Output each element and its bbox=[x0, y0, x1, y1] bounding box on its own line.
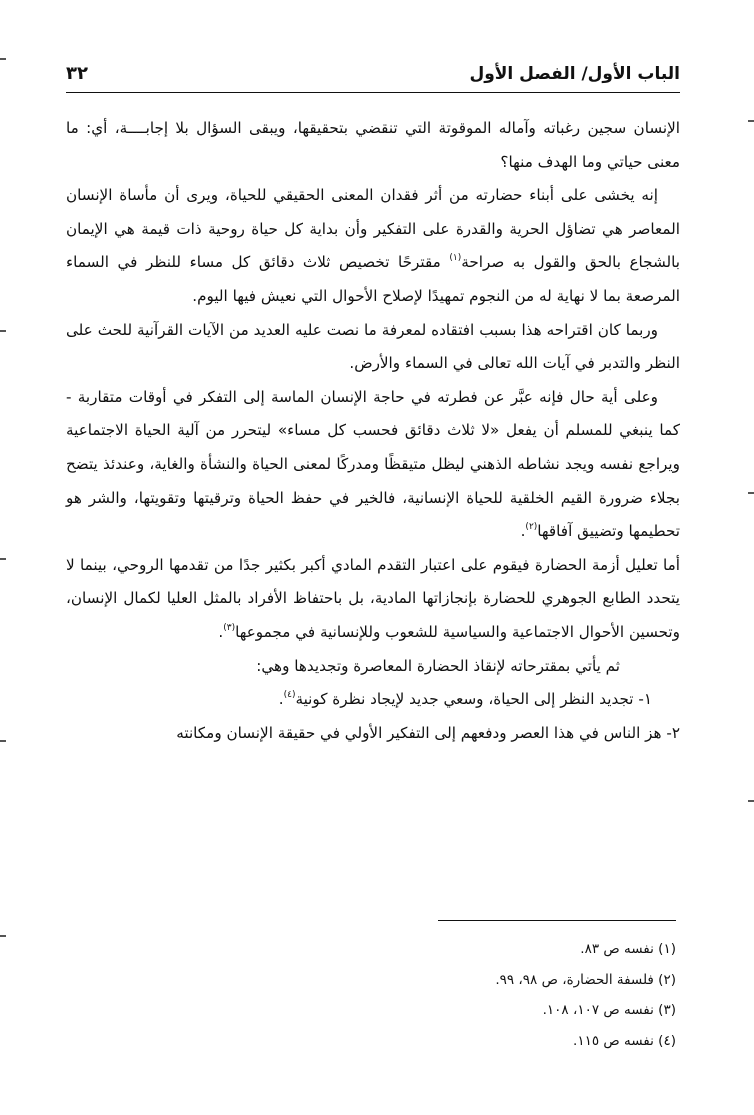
paragraph-2 bbox=[66, 179, 680, 313]
chapter-title: الباب الأول/ الفصل الأول bbox=[469, 64, 680, 84]
running-header bbox=[66, 58, 680, 94]
footnote-ref-3[interactable]: (٣) bbox=[223, 622, 236, 633]
scan-margin-mark bbox=[0, 58, 6, 60]
list-item-1-text-a: ١- تجديد النظر إلى الحياة، وسعي جديد لإيجاد نظرة كونية bbox=[295, 690, 652, 709]
paragraph-3: وربما كان اقتراحه هذا بسبب افتقاده لمعرفة ما نصت عليه العديد من الآيات القرآنية للحث على النظر والتدبر في آيات الله تعالى في السماء والأرض. bbox=[66, 320, 680, 373]
paragraph-5-text-a: أما تعليل أزمة الحضارة فيقوم على اعتبار التقدم المادي أكبر بكثير جدًا من تقدمها الروحي، بينما لا يتحدد الطابع الجوهري للحضارة بإنجازاتها المادية، بل باحتفاظ الأفراد بالمثل العليا لكمال الإنسان، وتحسين الأحوال الاجتماعية والسياسية للشعوب وللإنسانية في مجموعها bbox=[66, 555, 680, 641]
footnote-ref-1[interactable]: (١) bbox=[449, 253, 462, 264]
scan-margin-mark bbox=[0, 330, 6, 332]
footnote-1: (١) نفسه ص ٨٣. bbox=[580, 941, 676, 957]
footnote-3: (٣) نفسه ص ١٠٧، ١٠٨. bbox=[542, 1002, 676, 1019]
footnotes bbox=[66, 934, 676, 1056]
footnote-4: (٤) نفسه ص ١١٥. bbox=[573, 1032, 676, 1049]
scan-margin-mark bbox=[748, 800, 754, 802]
list-item-1 bbox=[66, 683, 680, 717]
paragraph-1: الإنسان سجين رغباته وآماله الموقوتة التي تنقضي بتحقيقها، ويبقى السؤال بلا إجابــــة، أي: ما معنى حياتي وما الهدف منها؟ bbox=[66, 119, 680, 171]
scan-margin-mark bbox=[748, 120, 754, 122]
scan-margin-mark bbox=[0, 558, 6, 560]
scan-margin-mark bbox=[748, 492, 754, 494]
paragraph-5 bbox=[66, 549, 680, 650]
scan-margin-mark bbox=[0, 740, 6, 742]
paragraph-4-text-a: وعلى أية حال فإنه عبَّر عن فطرته في حاجة الإنسان الماسة إلى التفكر في أوقات متقاربة - كما ينبغي للمسلم أن يفعل «لا ثلاث دقائق فحسب كل مساء» ليتحرر من آلية الحياة الاجتماعية ويراجع نفسه ويجد نشاطه الذهني ليظل متيقظًا ومدركًا لمعنى الحياة والنشأة والغاية، وعندئذ يتضح بجلاء ضرورة القيم الخلقية للحياة الإنسانية، فالخير في حفظ الحياة وترقيتها وتقويتها، والشر هو تحطيمها وتضييق آفاقها bbox=[66, 387, 680, 541]
main-text bbox=[66, 112, 680, 750]
paragraph-6: ثم يأتي بمقترحاته لإنقاذ الحضارة المعاصرة وتجديدها وهي: bbox=[256, 656, 620, 675]
footnote-ref-2[interactable]: (٢) bbox=[525, 522, 538, 533]
footnote-ref-4[interactable]: (٤) bbox=[283, 690, 296, 701]
scan-margin-mark bbox=[0, 935, 6, 937]
header-rule bbox=[66, 92, 680, 93]
footnote-separator bbox=[438, 920, 676, 921]
paragraph-4 bbox=[66, 381, 680, 549]
footnote-2: (٢) فلسفة الحضارة، ص ٩٨، ٩٩. bbox=[495, 971, 676, 988]
paragraph-2-text-a: إنه يخشى على أبناء حضارته من أثر فقدان المعنى الحقيقي للحياة، ويرى أن مأساة الإنسان المعاصر هي تضاؤل الحرية والقدرة على التفكير وأن بداية كل حياة روحية ذات قيمة هي الإيمان بالشجاع بالحق والقول به صراحة bbox=[66, 186, 680, 272]
paragraph-4-text-b: . bbox=[520, 522, 526, 541]
paragraph-2-text-b: مقترحًا تخصيص ثلاث دقائق كل مساء للنظر في السماء المرصعة بما لا نهاية له من النجوم تمهيدًا لإصلاح الأحوال التي نعيش فيها اليوم. bbox=[66, 253, 680, 305]
page-number: ٣٢ bbox=[66, 63, 88, 84]
list-item-2: ٢- هز الناس في هذا العصر ودفعهم إلى التفكير الأولي في حقيقة الإنسان ومكانته bbox=[176, 723, 680, 742]
list-item-1-text-b: . bbox=[278, 690, 284, 709]
paragraph-5-text-b: . bbox=[218, 622, 224, 641]
